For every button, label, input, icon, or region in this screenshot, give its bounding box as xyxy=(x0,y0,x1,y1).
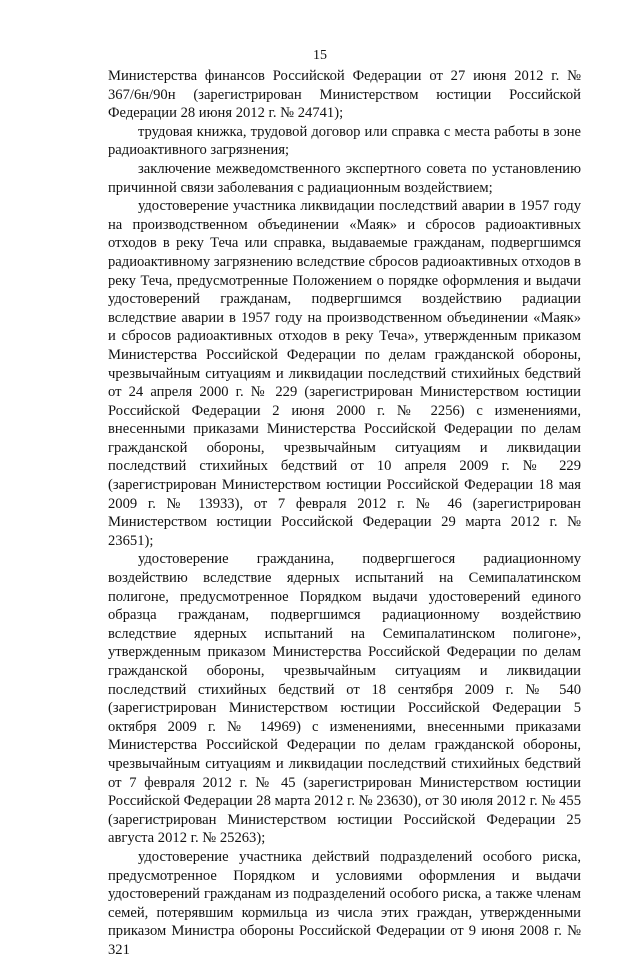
document-body xyxy=(108,67,581,960)
paragraph-ministry-order-continuation: Министерства финансов Российской Федерации от 27 июня 2012 г. № 367/6н/90н (зарегистрирован Министерством юстиции Российской Федерации 28 июня 2012 г. № 24741); xyxy=(108,68,581,122)
paragraph-expert-council: заключение межведомственного экспертного совета по установлению причинной связи заболевания с радиационным воздействием; xyxy=(108,160,581,196)
paragraph-mayak-certificate: удостоверение участника ликвидации последствий аварии в 1957 году на производственном объединении «Маяк» и сбросов радиоактивных отходов в реку Теча или справка, выдаваемые гражданам, подвергшимся радиоактивному загрязнению вследствие сбросов радиоактивных отходов в реку Теча, предусмотренные Положением о порядке оформления и выдачи удостоверений гражданам, подвергшимся воздействию радиации вследствие аварии в 1957 году на производственном объединении «Маяк» и сбросов радиоактивных отходов в реку Теча», утвержденным приказом Министерства Российской Федерации по делам гражданской обороны, чрезвычайным ситуациям и ликвидации последствий стихийных бедствий от 24 апреля 2000 г. № 229 (зарегистрирован Министерством юстиции Российской Федерации 2 июня 2000 г. № 2256) с изменениями, внесенными приказами Министерства Российской Федерации по делам гражданской обороны, чрезвычайным ситуациям и ликвидации последствий стихийных бедствий от 10 апреля 2009 г. № 229 (зарегистрирован Министерством юстиции Российской Федерации 18 мая 2009 г. № 13933), от 7 февраля 2012 г. № 46 (зарегистрирован Министерством юстиции Российской Федерации 29 марта 2012 г. № 23651); xyxy=(108,198,581,549)
paragraph-work-record: трудовая книжка, трудовой договор или справка с места работы в зоне радиоактивного загрязнения; xyxy=(108,123,581,159)
paragraph-semipalatinsk-certificate: удостоверение гражданина, подвергшегося радиационному воздействию вследствие ядерных испытаний на Семипалатинском полигоне, предусмотренное Порядком выдачи удостоверений единого образца гражданам, подвергшимся радиационному воздействию вследствие ядерных испытаний на Семипалатинском полигоне», утвержденным приказом Министерства Российской Федерации по делам гражданской обороны, чрезвычайным ситуациям и ликвидации последствий стихийных бедствий от 18 сентября 2009 г. № 540 (зарегистрирован Министерством юстиции Российской Федерации 5 октября 2009 г. № 14969) с изменениями, внесенными приказами Министерства Российской Федерации по делам гражданской обороны, чрезвычайным ситуациям и ликвидации последствий стихийных бедствий от 7 февраля 2012 г. № 45 (зарегистрирован Министерством юстиции Российской Федерации 28 марта 2012 г. № 23630), от 30 июля 2012 г. № 455 (зарегистрирован Министерством юстиции Российской Федерации 25 августа 2012 г. № 25263); xyxy=(108,551,581,847)
page-number: 15 xyxy=(313,48,327,63)
paragraph-special-risk-certificate: удостоверение участника действий подразделений особого риска, предусмотренное Порядком и условиями оформления и выдачи удостоверений гражданам из подразделений особого риска, а также членам семей, потерявшим кормильца из числа этих граждан, утвержденными приказом Министра обороны Российской Федерации от 9 июня 2008 г. № 321 xyxy=(108,848,581,958)
